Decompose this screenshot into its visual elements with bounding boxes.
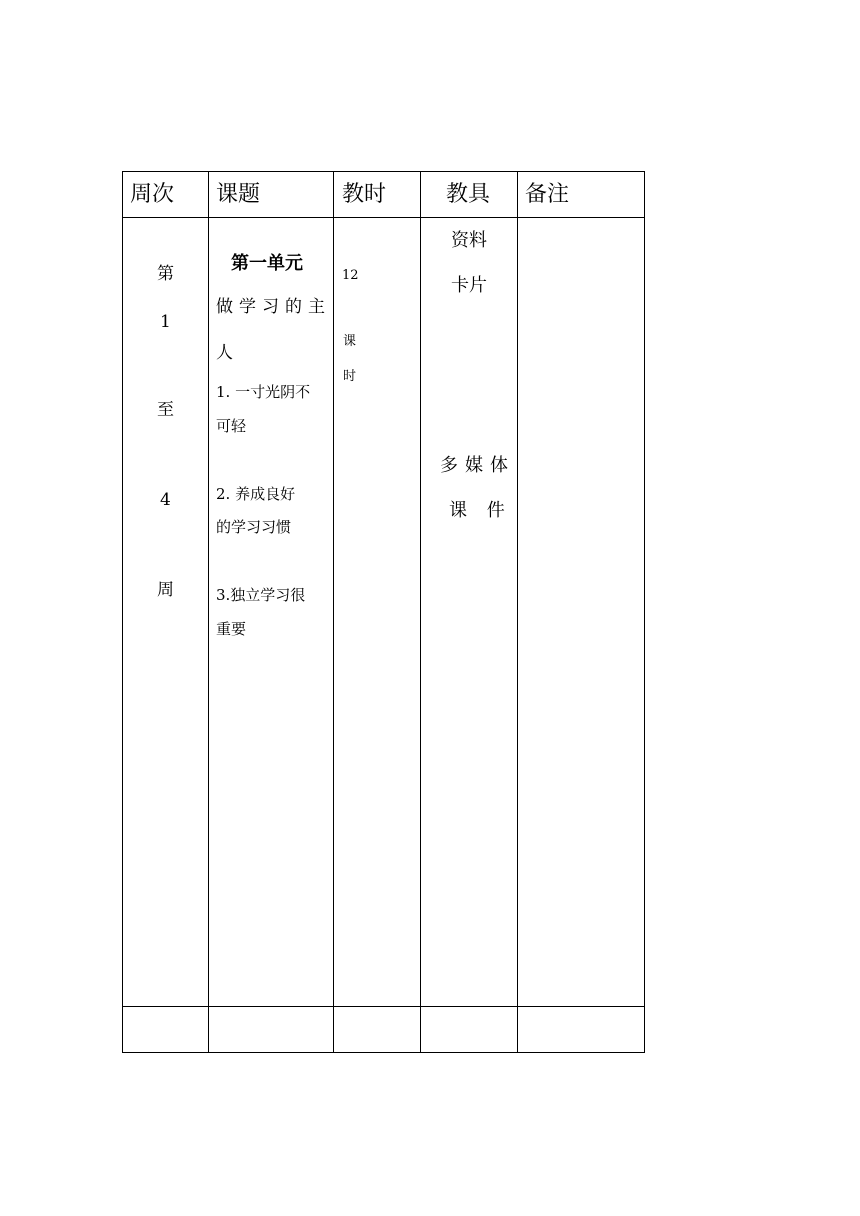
week-char: 至 (157, 400, 174, 420)
header-divider (122, 217, 645, 218)
table-border-top (122, 171, 645, 172)
tools-item: 课 件 (449, 500, 512, 521)
lesson-title: 3.独立学习很 (216, 586, 306, 604)
tools-item: 资料 (451, 230, 487, 251)
header-hours: 教时 (342, 182, 387, 207)
tools-item: 多媒体 (440, 455, 515, 476)
column-divider (208, 171, 209, 1053)
header-topic: 课题 (216, 182, 261, 207)
week-number: 1 (160, 312, 171, 332)
lesson-title: 的学习习惯 (216, 518, 292, 536)
unit-subtitle: 人 (216, 343, 239, 363)
table-border-bottom (122, 1052, 645, 1053)
table-border-left (122, 171, 123, 1053)
hours-unit: 时 (343, 369, 357, 384)
column-divider (333, 171, 334, 1053)
column-divider (420, 171, 421, 1053)
tools-item: 卡片 (451, 275, 487, 296)
week-char: 第 (157, 264, 174, 284)
table-border-right (644, 171, 645, 1053)
header-notes: 备注 (525, 182, 570, 207)
header-week: 周次 (130, 182, 175, 207)
unit-subtitle: 做学习的主 (216, 297, 331, 317)
hours-number: 12 (342, 268, 359, 283)
row-divider (122, 1006, 645, 1007)
hours-unit: 课 (343, 334, 357, 349)
lesson-title: 1. 一寸光阴不 (216, 383, 311, 401)
week-char: 周 (157, 580, 174, 600)
lesson-title: 2. 养成良好 (216, 485, 296, 503)
lesson-title: 可轻 (216, 417, 247, 435)
header-tools: 教具 (446, 182, 491, 207)
unit-title: 第一单元 (231, 253, 303, 274)
lesson-title: 重要 (216, 620, 247, 638)
column-divider (517, 171, 518, 1053)
week-number: 4 (160, 490, 171, 510)
